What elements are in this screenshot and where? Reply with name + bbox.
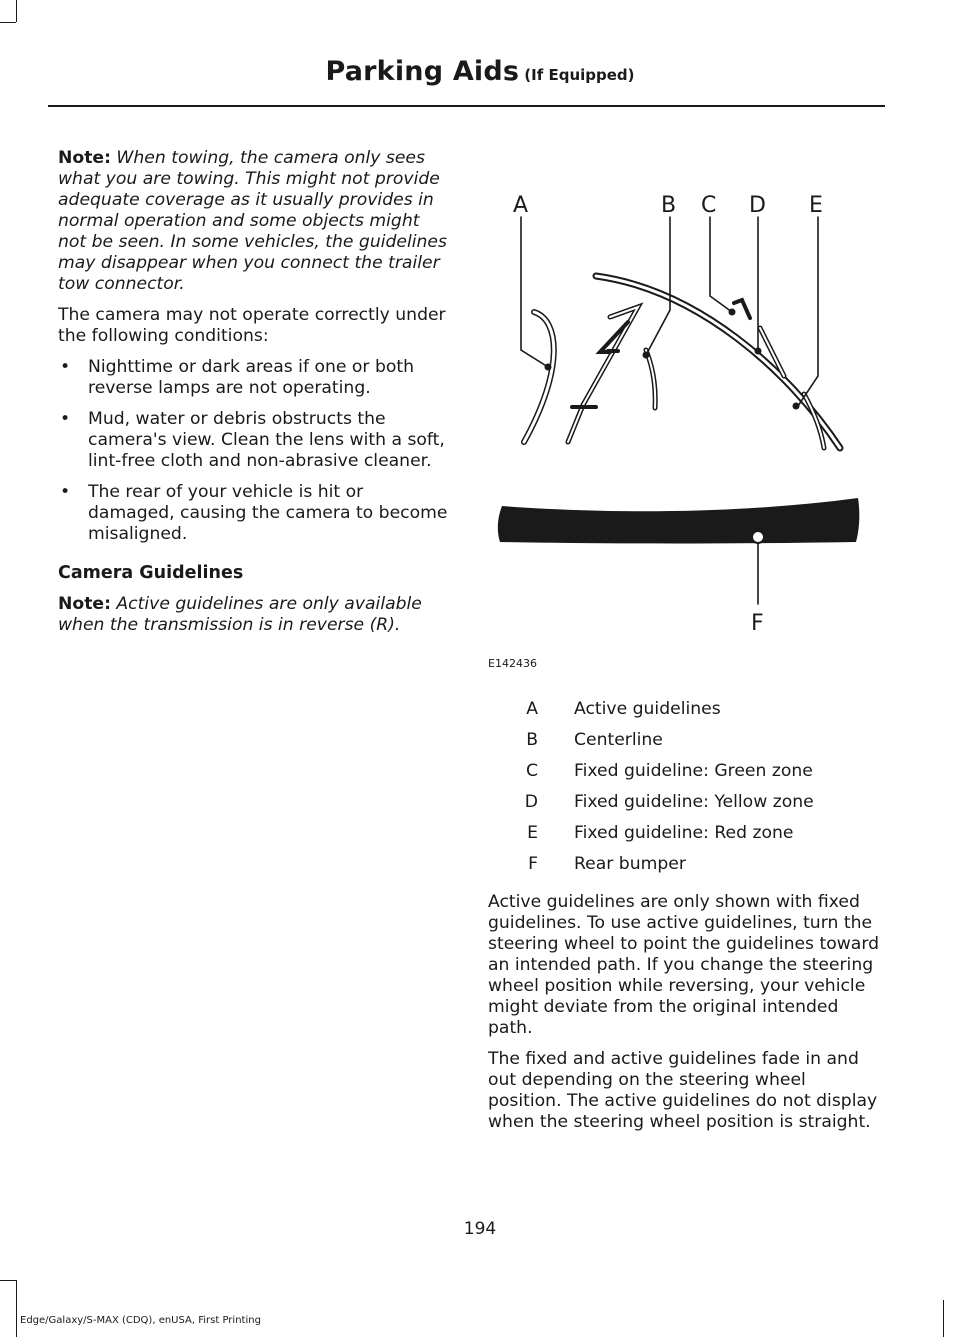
legend-label: Active guidelines xyxy=(574,698,721,719)
note-label: Note: xyxy=(58,594,111,614)
callout-label-b: B xyxy=(661,193,677,218)
crop-mark xyxy=(943,1300,944,1337)
legend-key: F xyxy=(528,853,538,874)
list-item-text: Nighttime or dark areas if one or both reverse lamps are not operating. xyxy=(88,357,415,398)
note-reverse xyxy=(58,594,450,636)
crop-mark xyxy=(0,22,16,23)
list-item-text: Mud, water or debris obstructs the camera's view. Clean the lens with a soft, lint-free cloth and non-abrasive cleaner. xyxy=(88,409,445,471)
figure-id: E142436 xyxy=(488,657,537,670)
legend-row xyxy=(488,693,880,724)
legend-row xyxy=(488,848,880,879)
right-column xyxy=(488,892,880,1143)
list-item-text: The rear of your vehicle is hit or damaged, causing the camera to become misaligned. xyxy=(88,482,448,544)
legend-row xyxy=(488,755,880,786)
callout-dot-f xyxy=(752,531,764,543)
list-item xyxy=(58,482,450,545)
legend-key: B xyxy=(526,729,538,750)
callout-dot-d xyxy=(755,348,762,355)
camera-guidelines-diagram xyxy=(488,180,880,680)
note-towing xyxy=(58,148,450,295)
legend-key: C xyxy=(525,760,538,781)
legend-key: A xyxy=(526,698,538,719)
legend-key: D xyxy=(524,791,538,812)
callout-label-e: E xyxy=(809,193,823,218)
page-title xyxy=(0,56,960,87)
callout-label-a: A xyxy=(513,193,529,218)
callout-label-d: D xyxy=(749,193,766,218)
note-text: When towing, the camera only sees what you are towing. This might not provide adequate coverage as it usually provides in normal operation and some objects might not be seen. In some vehicles, the guidelines may disappear when you connect the trailer tow connector. xyxy=(58,148,447,294)
callout-dot-b xyxy=(643,352,650,359)
left-column xyxy=(58,148,450,646)
legend-label: Centerline xyxy=(574,729,663,750)
legend-label: Rear bumper xyxy=(574,853,686,874)
fade-paragraph: The fixed and active guidelines fade in and out depending on the steering wheel position. The active guidelines do not display when the steering wheel position is straight. xyxy=(488,1049,878,1132)
legend-row xyxy=(488,817,880,848)
active-guidelines-paragraph: Active guidelines are only shown with fixed guidelines. To use active guidelines, turn the steering wheel to point the guidelines toward an intended path. If you change the steering wheel position while reversing, your vehicle might deviate from the original intended path. xyxy=(488,892,879,1038)
page-title-sub: (If Equipped) xyxy=(524,66,635,84)
callout-dot-c xyxy=(729,309,736,316)
legend-label: Fixed guideline: Red zone xyxy=(574,822,794,843)
crop-mark xyxy=(0,1280,16,1281)
bullet-glyph: • xyxy=(60,409,71,429)
bullet-glyph: • xyxy=(60,357,71,377)
callout-dot-e xyxy=(793,403,800,410)
crop-mark xyxy=(16,1280,17,1337)
legend-label: Fixed guideline: Green zone xyxy=(574,760,813,781)
list-item xyxy=(58,357,450,399)
leader-line-c xyxy=(710,217,732,312)
section-heading: Camera Guidelines xyxy=(58,563,244,583)
note-text: Active guidelines are only available when the transmission is in reverse (R). xyxy=(58,594,422,635)
crop-mark xyxy=(16,0,17,22)
page-number: 194 xyxy=(463,1219,497,1239)
callout-label-f: F xyxy=(751,611,764,636)
bullet-glyph: • xyxy=(60,482,71,502)
rear-bumper xyxy=(498,498,859,544)
legend-label: Fixed guideline: Yellow zone xyxy=(574,791,814,812)
leader-line-e xyxy=(798,217,818,406)
figure-legend xyxy=(488,693,880,879)
footer-text: Edge/Galaxy/S-MAX (CDQ), enUSA, First Printing xyxy=(20,1315,261,1326)
header-divider xyxy=(48,105,885,107)
legend-row xyxy=(488,724,880,755)
leader-line-a xyxy=(521,217,548,367)
conditions-intro: The camera may not operate correctly under the following conditions: xyxy=(58,305,446,346)
legend-row xyxy=(488,786,880,817)
fixed-guideline-green xyxy=(734,300,750,318)
callout-dot-a xyxy=(545,364,552,371)
page-title-main: Parking Aids xyxy=(325,56,520,87)
conditions-list xyxy=(58,357,450,545)
note-label: Note: xyxy=(58,148,111,168)
legend-key: E xyxy=(527,822,538,843)
list-item xyxy=(58,409,450,472)
callout-label-c: C xyxy=(701,193,717,218)
